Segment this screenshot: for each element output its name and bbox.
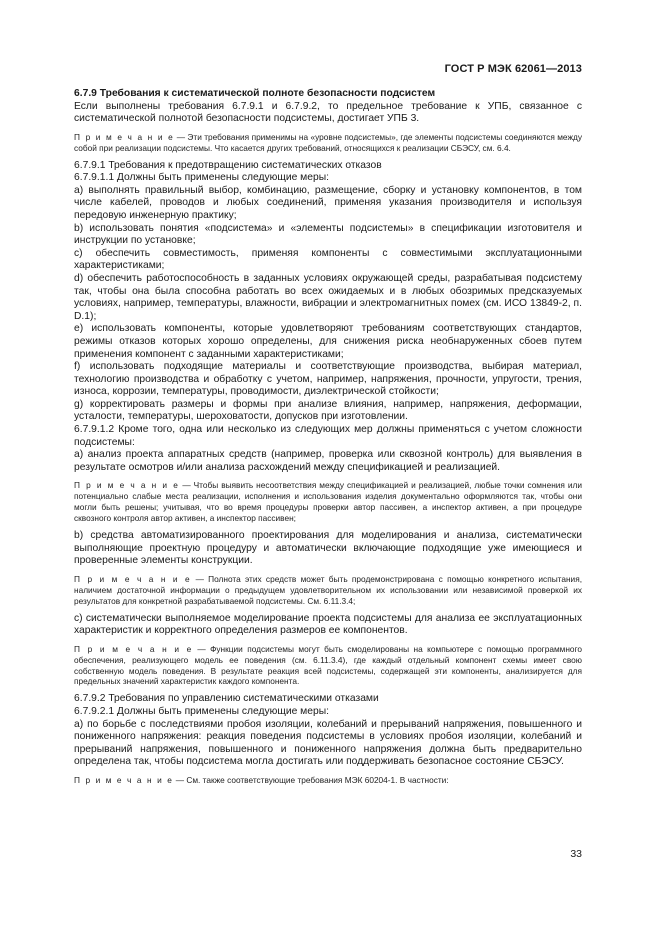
list-item: b) средства автоматизированного проектирования для моделирования и анализа, систематически выполняющие проектную процедуру и автоматически включающие подходящие уже имеющиеся и проверенные элементы конструкции. — [74, 530, 582, 567]
note-label: П р и м е ч а н и е — [74, 643, 193, 654]
note-label: П р и м е ч а н и е — [74, 573, 192, 584]
list-item: b) использовать понятия «подсистема» и «элементы подсистемы» в спецификации изготовителя и инструкции по установке; — [74, 222, 582, 247]
note-text: — Чтобы выявить несоответствия между спецификацией и реализацией, любые точки сомнения или потенциально слабые места реализации, исполнения и использования изделия документально оформляются так, чтобы они могли быть решены; учитывая, что во время процедуры проверки автор пассивен, а инспектор активен, а при процедуре сквозного контроля автор активен, а инспектор пассивен; — [74, 480, 582, 524]
note-3 — [74, 574, 582, 607]
list-item: a) анализ проекта аппаратных средств (например, проверка или сквозной контроль) для выявления в результате осмотров и/или анализа расхождений между спецификацией и реализацией. — [74, 449, 582, 473]
clause-67921: 6.7.9.2.1 Должны быть применены следующие меры: — [74, 705, 329, 717]
clause-67911: 6.7.9.1.1 Должны быть применены следующие меры: — [74, 172, 329, 184]
list-item: a) выполнять правильный выбор, комбинацию, размещение, сборку и установку компонентов, в том числе кабелей, проводов и любых соединений, применяя указания производителя и используя передовую инженерную практику; — [74, 184, 582, 221]
note-text: — Функции подсистемы могут быть смоделированы на компьютере с помощью программного обеспечения, реализующего модель ее поведения (см. 6.11.3.4), где каждый отдельный компонент схемы имеет свою собственную модель поведения. В результате реакция всей подсистемы, содержащей эти компоненты, анализируется для предельных значений характеристик каждого компонента. — [74, 643, 583, 687]
page-content — [74, 88, 582, 786]
page-number: 33 — [570, 848, 582, 860]
list-item: e) использовать компоненты, которые удовлетворяют требованиям соответствующих стандартов, режимы отказов которых хорошо определены, для снижения риска необнаруженных сбоев путем применения компонент с заданными характеристиками; — [74, 323, 582, 360]
list-item: d) обеспечить работоспособность в заданных условиях окружающей среды, разрабатывая подсистему так, чтобы она была способна работать во всех ожидаемых и в любых обозримых предсказуемых условиях, например, температуры, влажности, вибрации и электромагнитных помех (см. ИСО 13849-2, п. D.1); — [74, 272, 582, 322]
clause-67912: 6.7.9.1.2 Кроме того, одна или несколько из следующих мер должны применяться с учетом сложности подсистемы: — [74, 424, 582, 448]
note-5 — [74, 775, 582, 786]
note-label: П р и м е ч а н и е — [74, 774, 174, 785]
section-intro: Если выполнены требования 6.7.9.1 и 6.7.9.2, то предельное требование к УПБ, связанное с систематической полнотой безопасности подсистемы, достигает УПБ 3. — [74, 100, 582, 125]
note-text: — См. также соответствующие требования МЭК 60204-1. В частности: — [173, 774, 449, 785]
note-label: П р и м е ч а н и е — [74, 131, 175, 142]
list-item: c) систематически выполняемое моделирование проекта подсистемы для анализа ее эксплуатационных характеристик и корректного определения размеров ее компонентов. — [74, 612, 582, 637]
list-item: a) по борьбе с последствиями пробоя изоляции, колебаний и прерываний напряжения, повышенного и пониженного напряжения: реакция поведения подсистемы в условиях пробоя изоляции, колебаний и прерываний напряжения, повышенного и пониженного напряжения должна быть предварительно определена так, чтобы подсистема могла достигать или поддерживать безопасное состояние СБЭСУ. — [74, 718, 582, 768]
subsection-6792-title: 6.7.9.2 Требования по управлению систематическими отказами — [74, 693, 379, 705]
standard-header: ГОСТ Р МЭК 62061—2013 — [444, 63, 582, 75]
note-4 — [74, 644, 582, 688]
note-1 — [74, 132, 582, 154]
list-item: c) обеспечить совместимость, применяя компоненты с совместимыми эксплуатационными характеристиками; — [74, 247, 582, 272]
note-text: — Эти требования применимы на «уровне подсистемы», где элементы подсистемы соединяются между собой при реализации подсистемы. Что касается других требований, относящихся к реализации СБЭСУ, см. 6.4. — [74, 131, 582, 153]
subsection-6791-title: 6.7.9.1 Требования к предотвращению систематических отказов — [74, 159, 382, 171]
note-label: П р и м е ч а н и е — [74, 480, 180, 491]
list-item: g) корректировать размеры и формы при анализе влияния, например, напряжения, деформации, усталости, температуры, шероховатости, допусков при изготовлении. — [74, 398, 582, 423]
section-heading: 6.7.9 Требования к систематической полноте безопасности подсистем — [74, 88, 436, 99]
note-text: — Полнота этих средств может быть продемонстрирована с помощью конкретного испытания, наличием достаточной информации о предыдущем удовлетворительном их использовании или независимой проверкой их результатов для конкретной разрабатываемой подсистемы. См. 6.11.3.4; — [74, 573, 582, 606]
list-item: f) использовать подходящие материалы и соответствующие производства, выбирая материал, технологию производства и обработку с учетом, например, напряжения, прочности, упругости, трения, износа, коррозии, температуры, проводимости, диэлектрической стойкости; — [74, 361, 582, 398]
note-2 — [74, 480, 582, 524]
